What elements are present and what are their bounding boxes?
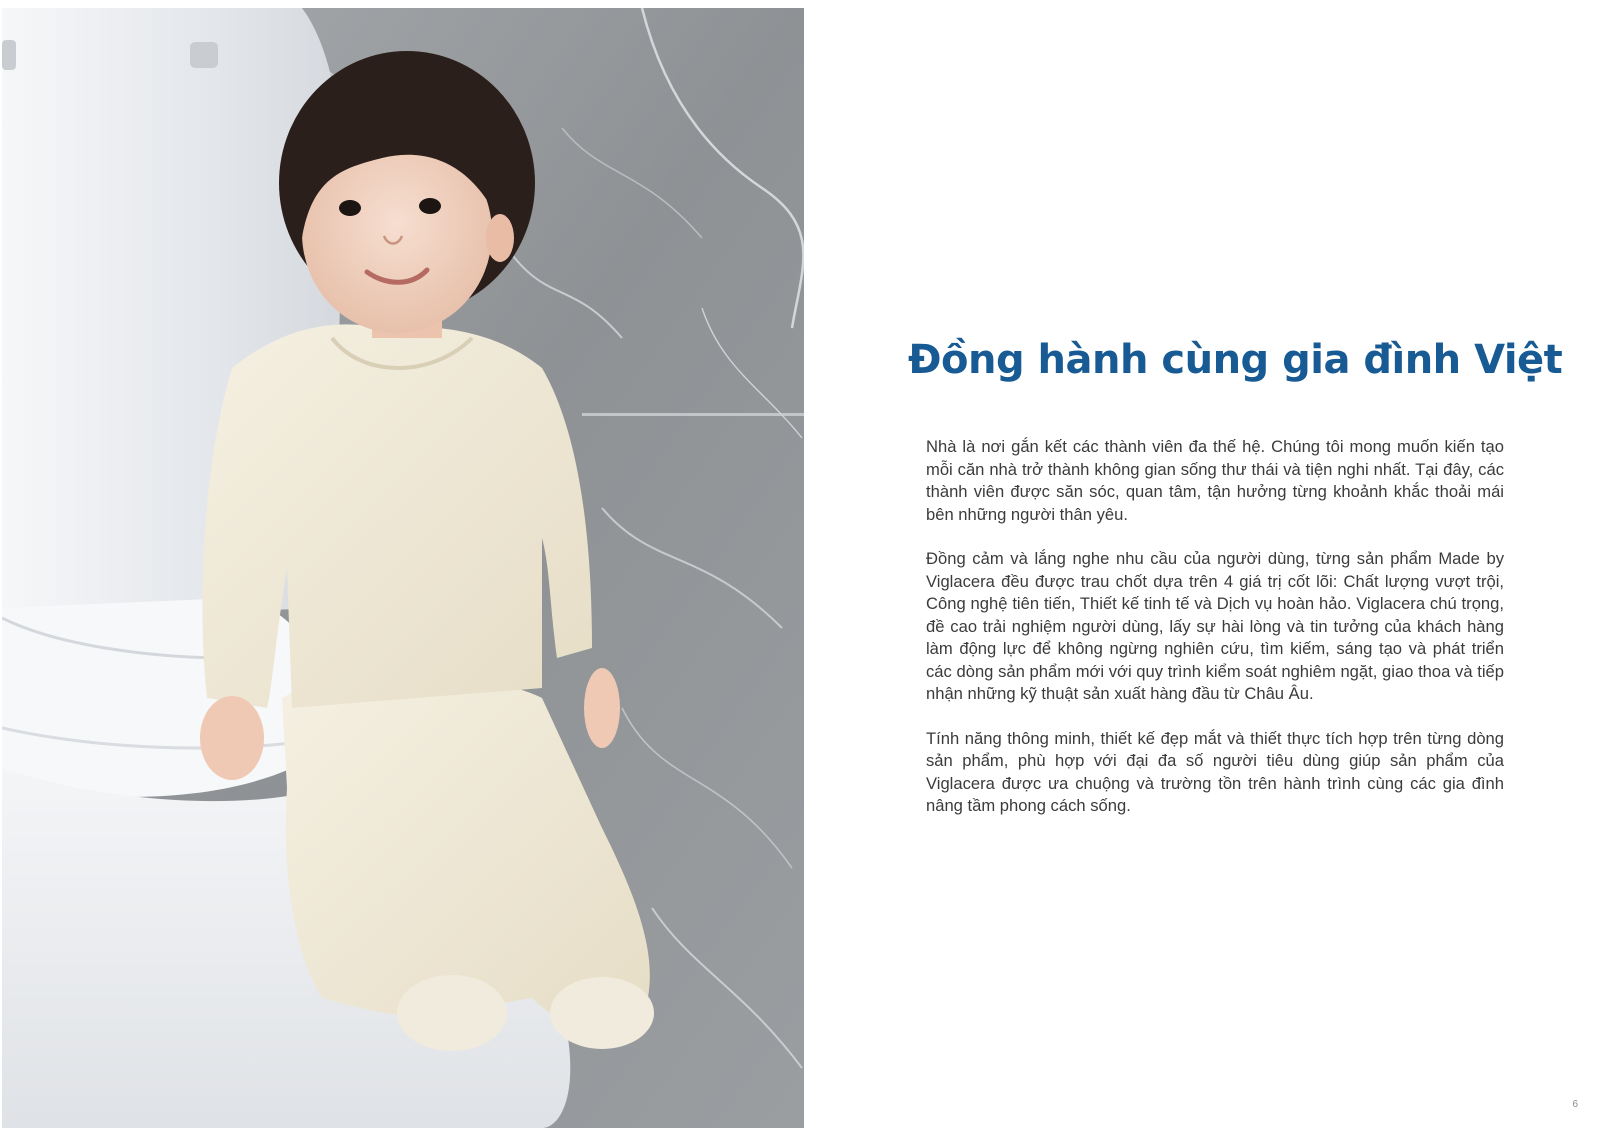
page-title: Đồng hành cùng gia đình Việt (908, 337, 1563, 383)
paragraph-values: Đồng cảm và lắng nghe nhu cầu của người dùng, từng sản phẩm Made by Viglacera đều được trau chốt dựa trên 4 giá trị cốt lõi: Chất lượng vượt trội, Công nghệ tiên tiến, Thiết kế tinh tế và Dịch vụ hoàn hảo. Viglacera chú trọng, đề cao trải nghiệm người dùng, lấy sự hài lòng và tin tưởng của khách hàng làm động lực để không ngừng nghiên cứu, tìm kiếm, sáng tạo và phát triển các dòng sản phẩm mới với quy trình kiểm soát nghiêm ngặt, giao thoa và tiếp nhận những kỹ thuật sản xuất hàng đầu từ Châu Âu. (926, 549, 1504, 703)
article-body (926, 436, 1504, 840)
paragraph-intro: Nhà là nơi gắn kết các thành viên đa thế hệ. Chúng tôi mong muốn kiến tạo mỗi căn nhà trở thành không gian sống thư thái và tiện nghi nhất. Tại đây, các thành viên được săn sóc, quan tâm, tận hưởng từng khoảnh khắc thoải mái bên những người thân yêu. (926, 437, 1504, 524)
child-on-toilet-photo (2, 8, 804, 1128)
paragraph-features: Tính năng thông minh, thiết kế đẹp mắt và thiết thực tích hợp trên từng dòng sản phẩm, phù hợp với đại đa số người tiêu dùng giúp sản phẩm của Viglacera được ưa chuộng và trường tồn trên hành trình cùng các gia đình nâng tầm phong cách sống. (926, 728, 1504, 815)
page-number: 6 (1572, 1099, 1578, 1110)
